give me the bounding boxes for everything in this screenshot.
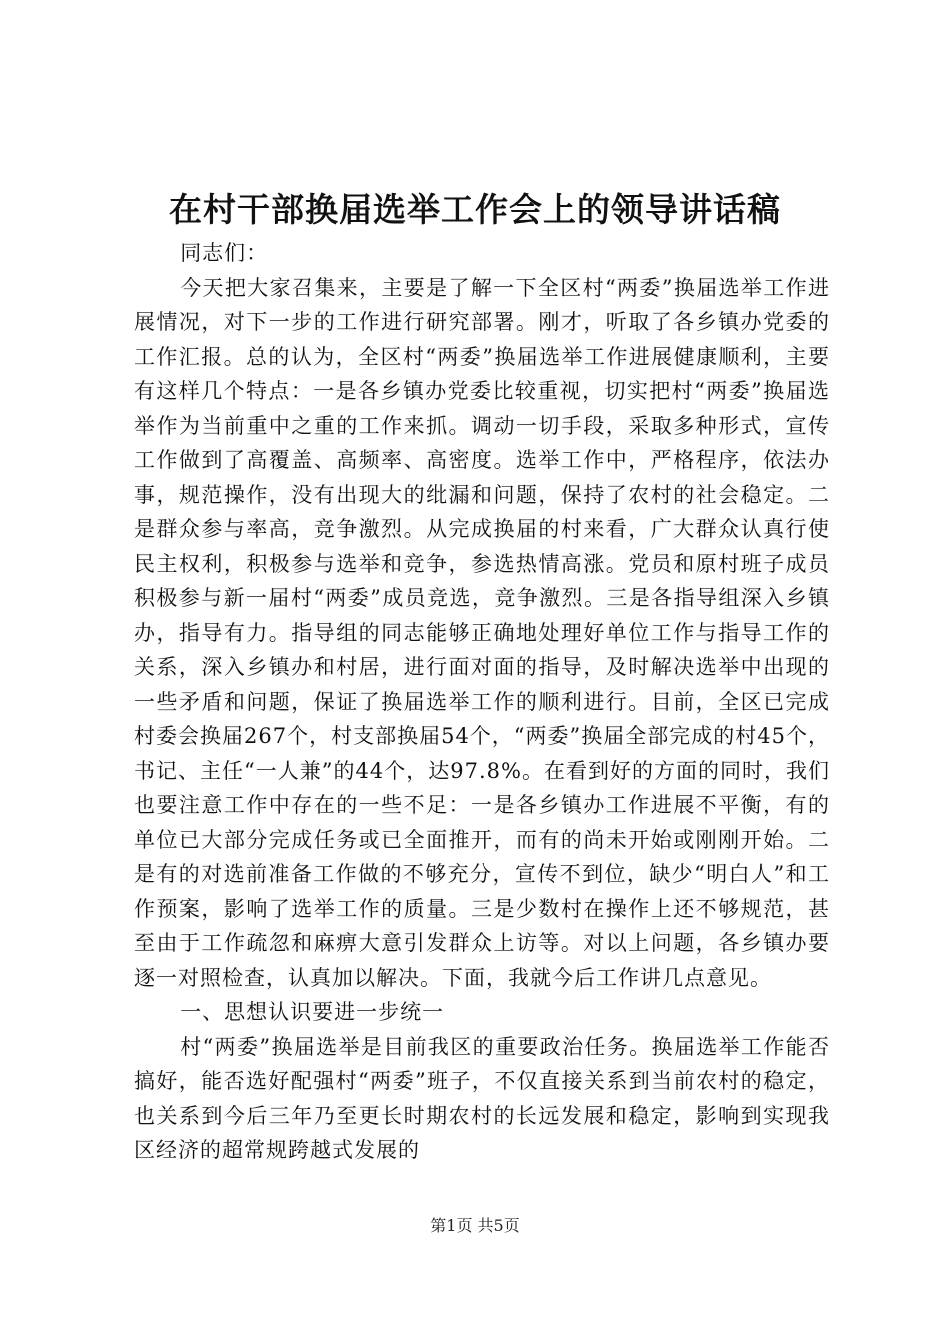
page-number-footer: 第1页 共5页 [430,1216,520,1235]
section-heading: 一、思想认识要进一步统一 [180,1000,445,1024]
body-paragraph: 今天把大家召集来，主要是了解一下全区村“两委”换届选举工作进展情况，对下一步的工作进行研究部署。刚才，听取了各乡镇办党委的工作汇报。总的认为，全区村“两委”换届选举工作进展健康顺利，主要有这样几个特点：一是各乡镇办党委比较重视，切实把村“两委”换届选举作为当前重中之重的工作来抓。调动一切手段，采取多种形式，宣传工作做到了高覆盖、高频率、高密度。选举工作中，严格程序，依法办事，规范操作，没有出现大的纰漏和问题，保持了农村的社会稳定。二是群众参与率高，竞争激烈。从完成换届的村来看，广大群众认真行使民主权利，积极参与选举和竞争，参选热情高涨。党员和原村班子成员积极参与新一届村“两委”成员竞选，竞争激烈。三是各指导组深入乡镇办，指导有力。指导组的同志能够正确地处理好单位工作与指导工作的关系，深入乡镇办和村居，进行面对面的指导，及时解决选举中出现的一些矛盾和问题，保证了换届选举工作的顺利进行。目前，全区已完成村委会换届267个，村支部换届54个，“两委”换届全部完成的村45个，书记、主任“一人兼”的44个，达97.8%。在看到好的方面的同时，我们也要注意工作中存在的一些不足：一是各乡镇办工作进展不平衡，有的单位已大部分完成任务或已全面推开，而有的尚未开始或刚刚开始。二是有的对选前准备工作做的不够充分，宣传不到位，缺少“明白人”和工作预案，影响了选举工作的质量。三是少数村在操作上还不够规范，甚至由于工作疏忽和麻痹大意引发群众上访等。对以上问题，各乡镇办要逐一对照检查，认真加以解决。下面，我就今后工作讲几点意见。 [134,275,830,990]
body-paragraph: 村“两委”换届选举是目前我区的重要政治任务。换届选举工作能否搞好，能否选好配强村“两委”班子，不仅直接关系到当前农村的稳定，也关系到今后三年乃至更长时期农村的长远发展和稳定，影响到实现我区经济的超常规跨越式发展的 [134,1034,830,1162]
document-body [134,236,830,1168]
document-title: 在村干部换届选举工作会上的领导讲话稿 [169,190,781,229]
salutation-paragraph: 同志们： [180,241,269,265]
